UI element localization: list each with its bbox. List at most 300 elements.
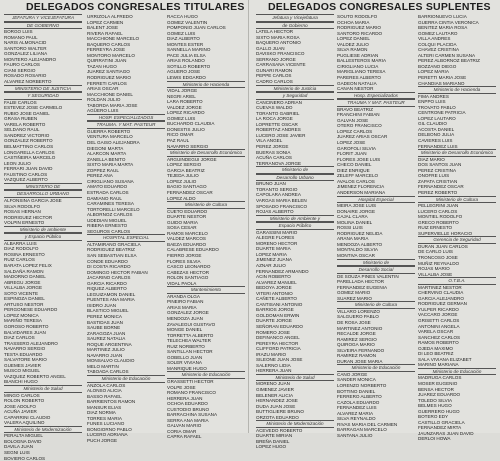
delegate-name: CUSTODIO BRUNO: [167, 406, 210, 412]
delegate-name: DE SOUZA PINES VALENTIN: [337, 273, 399, 279]
delegate-name: CUETO EDUARDO: [167, 208, 208, 214]
delegate-name: LORENZO NORBERTO: [337, 383, 387, 388]
delegate-name: SUPERVIELLE HORACIO: [418, 230, 473, 236]
section-heading: MINISTERIO DE: [4, 183, 82, 191]
delegate-name: DE ROSA JOSE: [337, 319, 371, 325]
delegate-name: BEDOYA JORGE: [256, 285, 292, 291]
delegate-name: MONTERO ALEJANDRO: [4, 56, 57, 62]
delegate-name: ARIAS OSCAR: [87, 86, 119, 92]
delegate-name: MOLINA DANIEL: [337, 219, 373, 225]
delegate-name: ZARAGOZA JUAN: [87, 330, 126, 336]
delegate-name: RODRIGUEZ MARIO: [337, 25, 381, 31]
section-heading: Ministerio de Cultura: [167, 201, 245, 209]
delegate-name: SANTORO RICARDO: [337, 30, 383, 36]
delegate-name: GADEON NATALIA: [337, 80, 377, 86]
section-heading: Ministerio de Educación: [87, 375, 165, 383]
delegate-name: ROMANO PAUL: [4, 34, 38, 40]
delegate-name: GIL CLAUDIO: [418, 121, 447, 127]
delegate-name: SILVEIRA FERNANDO: [337, 347, 385, 353]
delegate-name: ACEVEDO ROBERTO: [256, 427, 303, 433]
delegate-name: GUERRA CINTIA VERONICA: [418, 19, 479, 25]
delegate-name: CHECO DANIEL: [337, 162, 372, 168]
delegate-name: VOLPE JOSE: [167, 384, 196, 390]
section-heading: Desarrollo Urbano: [256, 174, 334, 182]
delegate-name: DI LEO BEATRIZ: [418, 351, 454, 357]
section-heading: TRAUMA Y MAT. PASTEUR: [337, 99, 415, 107]
delegate-name: SOTILLO ROBERTO: [167, 63, 211, 69]
delegate-name: BASSO RAFAEL: [87, 393, 122, 399]
delegate-name: RODRIGUEZ GERMAN: [418, 301, 468, 307]
delegate-name: FERNANDEZ ARMANDO: [256, 268, 309, 274]
delegate-name: BRUNO JUAN: [256, 181, 286, 187]
delegate-name: ISIDRO JUAN: [87, 302, 117, 308]
section-heading: DE GOBIERNO: [4, 22, 82, 30]
delegate-name: BAQUERO ANTONIO: [256, 40, 301, 46]
delegate-name: HERRERA JUAN: [167, 395, 203, 401]
delegate-name: CAJAL CLARA: [337, 214, 368, 220]
delegate-name: LOPEZ HUGO: [256, 444, 287, 450]
delegate-name: DERLOI HOWA: [418, 436, 451, 442]
delegate-name: ROSADO ROSARIO: [4, 73, 47, 79]
delegate-name: ROLON ROBERTO: [4, 398, 45, 404]
delegate-name: LEGUIZAMON DANIEL: [87, 291, 136, 297]
delegate-column-2: [87, 14, 165, 444]
delegate-name: GONZALEZ JORGE: [167, 310, 209, 316]
delegate-name: HERRERA JUAN: [256, 368, 292, 374]
delegate-name: SILVA RAMON: [337, 47, 368, 53]
delegate-name: GARASSINI MARIO: [256, 229, 298, 235]
delegate-name: ALBARRA LUIS: [4, 240, 37, 246]
delegate-name: CASTILLO GRACIELA: [418, 419, 465, 425]
delegate-name: CAPOLARA ANDREA: [256, 192, 301, 198]
delegate-name: FIERRO JORGE: [167, 252, 202, 258]
section-heading: de Gobierno: [256, 22, 334, 30]
delegate-name: BORGO LUIS: [4, 29, 33, 35]
delegate-name: BUCHARDO CLAUDIA: [167, 121, 215, 127]
section-heading: Hosp. Especializados: [337, 92, 415, 100]
delegate-name: ROLON SANTIAGO: [167, 275, 209, 281]
delegate-name: MINGO CARLOS: [4, 392, 40, 398]
delegate-name: LOPEZ MARIA: [418, 69, 449, 75]
delegate-name: BOZZANO DIEGO: [418, 63, 457, 69]
delegate-name: DUARTE MIRIAN: [256, 433, 293, 439]
section-heading: Y SEGURIDAD: [4, 92, 82, 100]
delegate-name: ROSSI LUIS: [337, 225, 363, 231]
delegate-name: LOPEZ CARMEN: [87, 19, 124, 25]
section-heading: O.T.B.A.: [418, 277, 496, 285]
delegate-name: MORENO HECTOR: [256, 240, 298, 246]
delegate-name: BARRACHINA SUSANA: [167, 412, 218, 418]
delegate-name: DUARTE NESTOR: [167, 214, 207, 220]
delegate-name: SALA VIVIANA ELIZABET: [418, 356, 472, 362]
section-heading: Ministerio de: [256, 166, 334, 174]
delegate-name: FERRERO ALBERTO: [337, 394, 382, 400]
delegate-name: MONTALDO SILVIA: [337, 247, 378, 253]
delegate-name: DIAZ CARLOS: [4, 335, 35, 341]
delegate-name: DEL GAISO ALEJANDRA: [87, 140, 140, 146]
delegate-name: CAPRA RAFAEL: [167, 434, 202, 440]
delegate-name: ROQUE ARGENTINA: [87, 341, 132, 347]
delegate-name: ONOFRE LUIS: [418, 173, 450, 179]
delegate-name: ENPPO LUIS: [418, 99, 446, 105]
delegate-name: TORANTO SERGIO: [256, 186, 298, 192]
delegate-name: RUBIO JOSE DANIEL: [4, 110, 50, 116]
delegate-name: GIMENEZ JAVIER: [256, 387, 294, 392]
delegate-name: SILVA REYNALDO: [337, 416, 376, 422]
delegate-name: COLQUI PLACIDA: [418, 41, 457, 47]
delegate-name: DE CARLO LUIS: [418, 249, 453, 255]
delegate-name: GARCIA ALEJANDRO: [418, 295, 464, 301]
delegate-name: FLORES JOSE LUIS: [337, 156, 381, 162]
delegate-name: HERNANDEZ JOSE: [256, 398, 298, 404]
delegate-name: FUNES LUCIANO: [87, 421, 125, 427]
delegate-name: CARAMINES TERESA: [87, 201, 134, 207]
delegate-name: LOPEZ SERGIO: [167, 162, 202, 168]
delegate-name: CAZOLA EDUARDO: [337, 399, 380, 405]
delegate-name: BONGIORNO PABLO: [87, 426, 132, 432]
delegate-name: GOLDOMAN ERWIN: [256, 312, 300, 318]
delegate-name: SALERNO LIDIA: [256, 362, 291, 368]
delegate-name: RIVERA RAFAEL: [87, 30, 123, 36]
delegate-name: FALBI CARLOS: [4, 99, 37, 105]
delegate-name: GOMEZ LUIS: [167, 30, 196, 36]
section-heading: Ministerio de Salud: [256, 374, 334, 382]
delegate-name: PACE JULIA ELSA: [167, 52, 206, 58]
delegate-name: GOBELLO JUAN: [167, 354, 203, 360]
delegate-name: CANAN NESTOR: [337, 86, 374, 92]
section-heading: DESARROLLO URBANO: [4, 190, 82, 198]
delegate-name: GUERRERO HUGO: [418, 408, 460, 414]
delegate-name: MONTIEL RODOLFO: [418, 214, 463, 220]
delegate-name: ALBORNOZ CARLOS: [87, 212, 133, 218]
delegate-name: VILLARO LORENZO: [337, 308, 380, 314]
delegate-name: VALDEZ JULIO: [337, 41, 369, 47]
section-heading: Espacio Público: [256, 222, 334, 230]
delegate-name: LOPEZ DANIEL: [337, 36, 370, 42]
delegate-name: CALABRESE EDUARDO: [167, 247, 219, 253]
delegate-name: DAVILA JUAN: [4, 444, 34, 450]
delegate-name: DOMINGO HECTOR FABIAN: [87, 269, 148, 275]
delegate-name: TRASSERO ALEJANDRO: [4, 340, 58, 346]
section-heading: TRAUMA. Y MAT. PASTEUR: [87, 121, 165, 129]
delegate-name: BUTTIGLIERE BRUNO: [256, 409, 304, 415]
delegate-name: LOPEZ ALDO: [167, 195, 196, 201]
delegate-name: CIRIGLIANO LUCIA: [337, 63, 379, 69]
delegate-name: CABEZAS HECTOR: [167, 269, 210, 275]
delegate-name: TRONCOSO JOSE: [418, 254, 458, 260]
delegate-column-1: [4, 14, 82, 461]
delegate-column-6: [418, 14, 496, 442]
section-heading: Ministerio de Ambiente y: [256, 215, 334, 223]
section-heading: Ministerio de Educación: [337, 364, 415, 372]
section-heading: JEFATURA Y VICEJEFATURA: [4, 14, 82, 22]
delegate-name: FERRETI CARLOS: [87, 80, 127, 86]
delegate-name: FERNANDEZ LUIS: [418, 143, 458, 149]
section-heading: Ministerio de Educación: [167, 371, 245, 379]
delegate-name: DUARTE JORGE: [256, 318, 292, 324]
delegate-name: ALEGRE FLORES: [256, 235, 295, 241]
delegate-name: GARCIA BEATRIZ: [167, 167, 205, 173]
delegate-name: VALDEZ JORGE: [167, 104, 202, 110]
delegate-name: BOVIERO CARLOS: [4, 455, 46, 461]
delegate-name: SEÑORAN EDUARDO: [256, 323, 303, 329]
section-heading: Ministerio de Desarrollo Económico: [418, 149, 496, 157]
delegate-name: CHAVEZ CRISTINA: [418, 47, 460, 53]
delegate-name: JUAREZ SANTIAGO: [87, 69, 130, 75]
delegate-name: ACOSTA DANIEL: [418, 126, 455, 132]
delegate-name: ZOPPEZ RAUL: [87, 167, 119, 173]
delegate-name: PARERES ALBERTO: [337, 75, 381, 81]
delegate-name: PEPPE CARLOS: [256, 73, 292, 79]
delegate-name: ARIAS MARIA: [167, 304, 197, 310]
delegate-name: LUCERO JOSE JAVIER: [256, 132, 306, 138]
delegate-name: PARELLADA HECTOR: [337, 279, 385, 285]
delegate-name: MACCHIONE DANIEL: [87, 91, 133, 97]
delegate-name: FERREYRA JOSE: [87, 47, 126, 53]
delegate-name: BIANCHI HUGO: [4, 379, 38, 385]
delegate-name: MELO MARTIN: [87, 363, 119, 369]
delegate-name: CENTRONE PATRICIA: [418, 110, 466, 116]
delegate-name: BRAVO BEATRIZ: [337, 106, 374, 112]
delegate-name: GOMEZ LAUTARO: [418, 30, 458, 36]
delegate-name: LARA ROBERTO: [167, 99, 203, 105]
delegate-name: VENTURA MARCELO: [87, 134, 133, 140]
delegate-name: PEREZ ALBORNOZ BEATRIZ: [418, 58, 480, 64]
delegate-name: TELECHEA WALTER: [167, 338, 211, 344]
delegate-name: ZELEFF MARCELO: [337, 173, 379, 179]
delegate-name: JUAREZ ARIAS OSCAR: [337, 134, 388, 140]
delegate-name: MONTIVA OSCAR: [337, 252, 375, 258]
delegate-name: DOS SANTOS JUAN: [418, 162, 462, 168]
delegate-name: SALVATORE MARIO: [4, 357, 47, 363]
delegate-name: MARTINEZ ANTONIO: [337, 325, 383, 331]
delegate-name: NAVARRO SERGIO: [167, 143, 209, 149]
section-heading: Ministerio de Desarrollo Económico: [167, 149, 245, 157]
delegate-name: PINEIRO FABIAN: [167, 299, 204, 305]
delegate-name: TABORDA MARIA JOSE: [87, 102, 138, 108]
delegate-name: ANTONINI ANGELA: [418, 323, 460, 329]
delegate-name: MONTES ESTER: [167, 41, 204, 47]
delegate-name: GAROFOLI SILVIA: [337, 145, 376, 151]
delegate-name: MACCHIONE MARCELO: [87, 36, 140, 42]
delegate-name: RODRIGUEZ MARIO: [87, 75, 131, 81]
delegate-name: RIQUEZ ALBERTO: [87, 286, 127, 292]
delegate-name: ZAPATA CRISTIAN: [418, 178, 458, 184]
delegate-name: MUSCO MIGUEL: [4, 368, 40, 374]
delegate-name: ALTAMIRANO GRACIELA: [87, 241, 141, 247]
delegate-column-4: [256, 14, 334, 450]
delegate-name: LEWIS EDGARDO: [167, 75, 206, 81]
delegate-name: RECALDE JORGE: [337, 331, 376, 337]
delegate-name: DIAZ ALBERTO: [167, 36, 200, 42]
delegate-name: LOPEZ JULIO: [167, 178, 197, 184]
delegate-name: TORRES MARIA: [87, 415, 122, 421]
delegate-name: ARANA MARIA: [337, 236, 369, 242]
delegate-name: DUARTE MARIA: [256, 246, 291, 252]
delegate-name: DEFINANCO ANGEL: [256, 335, 300, 341]
delegate-name: RUIZ NORBERTO: [167, 343, 205, 349]
delegate-name: VACCARO JORGE: [418, 312, 458, 318]
delegate-name: FAURO CARLOS: [4, 62, 40, 68]
delegate-name: LOPEZ MARIA: [256, 251, 287, 257]
delegate-name: PEREZ MONICA: [87, 313, 122, 319]
delegate-name: PEREZ ANA: [87, 173, 113, 179]
delegate-name: SAN SEBASTIAN ELSA: [87, 252, 137, 258]
delegate-name: GOMEZ LUIS: [167, 115, 196, 121]
delegate-name: GRASA RUBEN: [4, 116, 38, 122]
delegate-name: BUERAS SONIA: [256, 149, 291, 155]
delegate-name: PEREZ JORGE: [256, 144, 289, 150]
delegate-name: SPOSADO FRANCISCO: [256, 203, 308, 209]
delegate-name: DAVISKO FRANCISCO: [256, 51, 305, 57]
delegate-name: UDEDIAN MIGUEL: [87, 217, 127, 223]
delegate-name: PEREZ ROBERTO: [418, 189, 458, 195]
delegate-name: TROVATO PABLO: [418, 104, 456, 110]
delegate-name: MONGE DANIEL: [167, 327, 203, 333]
delegate-name: ROMANO FRANCISCO: [167, 390, 217, 396]
delegate-name: TEJEDA JULIO: [167, 173, 199, 179]
delegate-name: MONSALVO CLAUDIO: [87, 358, 135, 364]
delegate-name: MEIRA JOSE LUIS: [337, 203, 377, 209]
delegate-name: BALVIDARES JUAN: [4, 329, 46, 335]
delegate-name: NAVARRO JUAN: [87, 352, 123, 358]
delegate-name: BARATA LOPEZ FELIX: [4, 262, 52, 268]
delegate-name: LOPEZ CARLOS: [337, 128, 373, 134]
delegate-name: RUIZ CARLOS: [4, 257, 35, 263]
section-heading: Desarrollo Social: [337, 266, 415, 274]
delegates-columns: [0, 14, 500, 461]
delegate-name: PEREZ CRISTINA: [418, 167, 457, 173]
delegate-name: ZAVALEGUI GUSTAVO: [167, 321, 216, 327]
delegate-name: MANSUR ELIAS: [87, 404, 122, 410]
section-heading: Gerencia de Seguridad: [418, 236, 496, 244]
delegate-name: DIAZ MARIO: [418, 156, 445, 162]
delegate-name: CASCO LEONARDO: [167, 264, 211, 270]
delegate-name: LATELA HECTOR: [256, 29, 294, 35]
delegate-name: RUIZ ERNESTO: [418, 225, 453, 231]
delegate-name: AVALOS CARLOS: [337, 178, 375, 184]
delegate-name: AMATO EDUARDO: [87, 184, 128, 190]
delegate-name: CORIA OMAR: [167, 428, 197, 434]
delegate-name: ARIAS ROLANDO: [167, 58, 205, 64]
delegate-name: ESTEVEZ JOSE CARMELO: [4, 105, 63, 111]
delegate-name: RIVAS MARIA DEL CARMEN: [337, 421, 398, 427]
section-heading: Hospital Especial: [337, 196, 415, 204]
delegate-name: IRAZU MARIO: [256, 351, 287, 357]
delegate-name: FRANCHINI FABIAN: [337, 112, 380, 118]
delegate-name: LOPEZ LAUTARO: [418, 115, 456, 121]
delegate-name: RAMOS ROBERTO: [418, 340, 459, 346]
delegate-name: VALERA AQUILINO: [4, 420, 45, 426]
delegate-name: NARIS ALMONACID: [4, 40, 47, 46]
delegate-name: VILLA ANDRES: [418, 36, 451, 42]
delegate-name: FLORIT JUAN: [337, 151, 367, 157]
delegate-name: TORTORELLI MARCELO: [87, 206, 140, 212]
delegate-name: GALVAN MARIO: [167, 423, 202, 429]
delegate-name: LOPEZ RICARDO: [167, 110, 205, 116]
delegate-name: MENDOZA JUAN: [167, 315, 203, 321]
delegate-name: CLIFFORD PATRICIA: [256, 346, 301, 352]
delegate-name: BARRIENTOS RAMON: [87, 399, 136, 405]
delegate-name: JOSE ADOLFO: [4, 403, 36, 409]
section-heading: Ministerio de: [337, 259, 415, 267]
delegate-name: BARRIOS JORGE: [256, 307, 294, 313]
delegate-name: PEREYRA HECTOR: [256, 340, 299, 346]
delegate-name: BELMES HUGO: [418, 403, 452, 409]
delegate-name: ALVAREZ MARIA: [337, 410, 374, 416]
section-heading: HOSPITAL ESPECIAL: [87, 234, 165, 242]
delegate-name: BARRIONUEVO LUCIA: [418, 14, 467, 19]
delegate-name: ALFONSINA GARCIA JOSE: [4, 197, 62, 203]
delegate-name: NEGRI ARIEL: [167, 93, 196, 99]
delegate-name: BARRAGAN MARCELO: [337, 427, 387, 433]
delegate-name: ALONSO ALICIA: [87, 388, 122, 394]
delegate-name: MOSER EUGENIO: [418, 381, 458, 386]
delegate-name: VILLALBA JOSE: [418, 271, 453, 277]
delegate-name: RICO OMAR: [167, 132, 194, 138]
section-heading: Ministerio de Cultura: [337, 301, 415, 309]
delegate-name: ZANELLA BENITO: [87, 156, 126, 162]
delegate-name: AZNAR JULIO: [256, 262, 286, 268]
delegate-name: YULPER RICARDO: [418, 306, 459, 312]
delegate-name: BASTIDAS JUAN: [87, 319, 123, 325]
delegate-name: DI COSTA RICARDO: [87, 264, 131, 270]
delegate-name: MARTINEZ NESTOR: [418, 284, 462, 290]
delegate-name: LOPEZ JOSE: [337, 140, 366, 146]
delegate-column-3: [167, 14, 245, 440]
delegate-name: SANNELLA MARINO: [167, 47, 211, 53]
delegate-name: GRISETTI CARLOS: [418, 317, 460, 323]
section-heading: Ministerio de Cultura: [418, 196, 496, 204]
delegate-name: TERRANOVA JORGE: [256, 160, 302, 166]
delegate-name: MORENO JUAN: [256, 381, 290, 387]
delegate-name: FIMA ANDRES: [418, 93, 449, 99]
delegate-name: CADRO CARLOS: [256, 79, 293, 85]
delegate-name: RAMIREZ RAMON: [337, 353, 377, 359]
delegate-name: ANDERSON MARIANA: [337, 189, 386, 195]
delegate-name: BOTERO EDY: [418, 414, 449, 420]
delegate-name: GONZALEZ LILIANA: [4, 51, 48, 57]
delegate-name: ROJAS MARIO: [418, 266, 450, 272]
delegate-name: CIRIGLIANO SUSANA: [87, 178, 134, 184]
delegate-name: OCHOA EDUARDO: [167, 401, 208, 407]
delegate-name: CAPARRINI CLAUDIO: [4, 414, 51, 420]
delegate-name: TABOADA CARLOS: [87, 369, 129, 375]
delegate-name: CHANDIAS MARIANO: [418, 80, 465, 86]
section-heading: Ministerio de Modernización: [256, 420, 334, 428]
delegate-name: SALGUERO PABLO: [337, 314, 379, 320]
delegate-name: GUERRA ROBERTO: [87, 128, 131, 134]
delegate-name: CUEVAS WALDO: [256, 105, 293, 111]
delegate-name: RIBERA ERNESTO: [87, 223, 128, 229]
delegate-name: MUÑIZ REYNALDO: [418, 260, 460, 266]
delegate-name: DIEZ ENRIQUE: [337, 167, 370, 173]
delegate-name: PUENTES ANA MARIA: [87, 297, 135, 303]
delegate-name: ROSINA ERNESTO: [4, 251, 45, 257]
delegate-name: CHERVINO CLAUDIA: [418, 290, 464, 296]
delegate-name: TESTA EDUARDO: [4, 351, 43, 357]
delegate-name: ALARCON MARTA: [87, 151, 127, 157]
delegate-name: DIAZ NORMA: [87, 410, 116, 416]
delegate-name: CARRASANA VICENTE: [256, 62, 306, 68]
delegate-name: MANRIQUE HUGO: [167, 365, 207, 371]
delegate-name: PAZ RAUL: [167, 138, 190, 144]
delegate-name: CAÑETE ALBERTO: [256, 296, 297, 302]
delegate-name: PUGLIESE ADRIAN: [337, 52, 379, 58]
delegate-name: LUCERO CARLOS: [418, 208, 458, 214]
delegate-name: SELDANO RAUL: [4, 127, 40, 133]
delegate-name: BREÑA DANIEL: [256, 438, 290, 444]
